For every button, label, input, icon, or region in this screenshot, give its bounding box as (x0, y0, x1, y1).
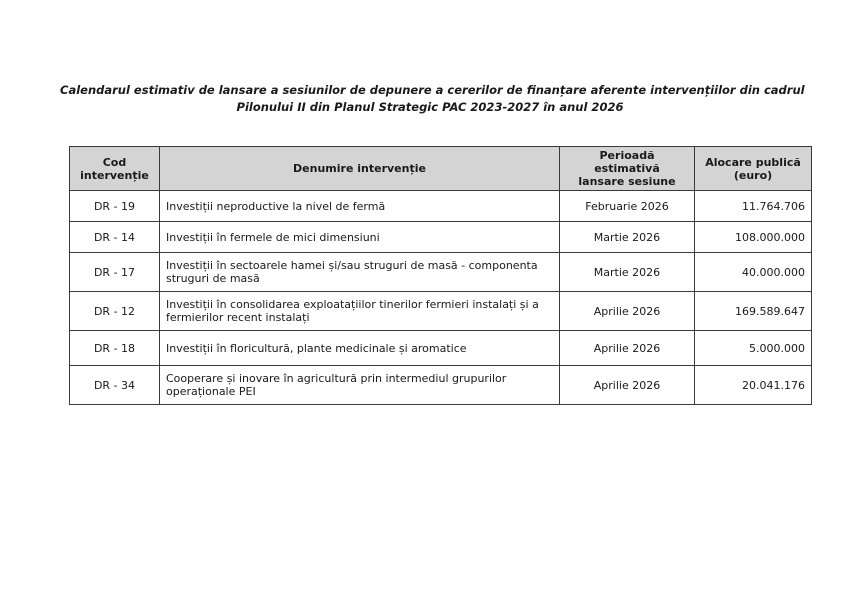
table-row (70, 222, 812, 253)
cell-period: Aprilie 2026 (560, 331, 695, 366)
cell-period: Aprilie 2026 (560, 292, 695, 331)
cell-name: Investiții în consolidarea exploatațiilor tinerilor fermieri instalați și a fermierilor recent instalați (160, 292, 560, 331)
header-allocation-line2: (euro) (733, 168, 773, 182)
header-period-line2: lansare sesiune (578, 175, 676, 188)
cell-allocation: 11.764.706 (695, 191, 812, 222)
cell-allocation: 20.041.176 (695, 366, 812, 405)
cell-code: DR - 14 (70, 222, 160, 253)
title-line-1: Calendarul estimativ de lansare a sesiunilor de depunere a cererilor de finanțare aferente intervențiilor din cadrul (60, 83, 805, 97)
cell-code: DR - 12 (70, 292, 160, 331)
cell-name: Investiții în floricultură, plante medicinale și aromatice (160, 331, 560, 366)
header-name: Denumire intervenție (160, 147, 560, 191)
table-row (70, 191, 812, 222)
header-code (70, 147, 160, 191)
table-row (70, 292, 812, 331)
header-period (560, 147, 695, 191)
cell-name: Investiții neproductive la nivel de fermă (160, 191, 560, 222)
cell-code: DR - 17 (70, 253, 160, 292)
cell-allocation: 108.000.000 (695, 222, 812, 253)
table-row (70, 331, 812, 366)
table-header-row (70, 147, 812, 191)
cell-period: Martie 2026 (560, 222, 695, 253)
cell-period: Martie 2026 (560, 253, 695, 292)
header-code-line2: intervenție (80, 168, 149, 182)
cell-period: Aprilie 2026 (560, 366, 695, 405)
cell-code: DR - 18 (70, 331, 160, 366)
table-row (70, 253, 812, 292)
header-allocation-line1: Alocare publică (705, 155, 801, 169)
cell-code: DR - 34 (70, 366, 160, 405)
cell-code: DR - 19 (70, 191, 160, 222)
header-code-line1: Cod (102, 155, 127, 169)
cell-allocation: 40.000.000 (695, 253, 812, 292)
cell-allocation: 5.000.000 (695, 331, 812, 366)
document-title (60, 82, 805, 116)
cell-name: Cooperare și inovare în agricultură prin intermediul grupurilor operaționale PEI (160, 366, 560, 405)
cell-period: Februarie 2026 (560, 191, 695, 222)
table-row (70, 366, 812, 405)
title-line-2: Pilonului II din Planul Strategic PAC 2023-2027 în anul 2026 (236, 100, 624, 114)
cell-name: Investiții în sectoarele hamei și/sau struguri de masă - componenta struguri de masă (160, 253, 560, 292)
interventions-table (69, 146, 812, 405)
cell-allocation: 169.589.647 (695, 292, 812, 331)
header-allocation (695, 147, 812, 191)
cell-name: Investiții în fermele de mici dimensiuni (160, 222, 560, 253)
header-period-line1: Perioadă estimativă (594, 149, 660, 175)
